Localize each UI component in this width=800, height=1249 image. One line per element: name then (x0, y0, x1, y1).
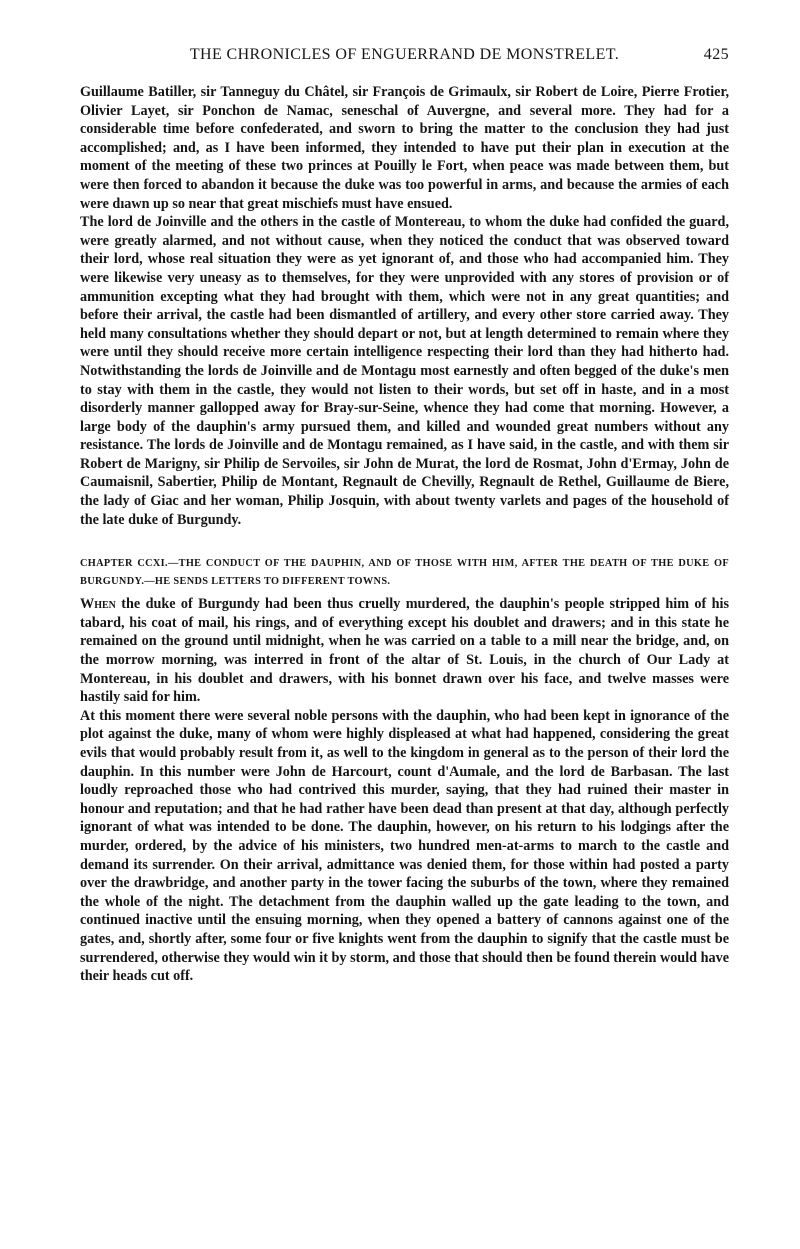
chapter-paragraph: At this moment there were several noble persons with the dauphin, who had been kept in ignorance of the plot against the duke, many of whom were highly displeased at what had happened, considering the great evils that would probably result from it, as well to the kingdom in general as to the person of their lord the dauphin. In this number were John de Harcourt, count d'Aumale, and the lord de Barbasan. The last loudly reproached those who had contrived this murder, saying, that they had ruined their master in honour and reputation; and that he had rather have been dead than present at that day, although perfectly ignorant of what was intended to be done. The dauphin, however, on his return to his lodgings after the murder, ordered, by the advice of his ministers, two hundred men-at-arms to march to the castle and demand its surrender. On their arrival, admittance was denied them, for those within had posted a party over the drawbridge, and another party in the tower facing the suburbs of the town, where they remained the whole of the night. The detachment from the dauphin walled up the gate leading to the town, and continued inactive until the ensuing morning, when they opened a battery of cannons against one of the gates, and, shortly after, some four or five knights went from the dauphin to signify that the castle must be surrendered, otherwise they would win it by storm, and those that should then be found therein would have their heads cut off. (80, 707, 729, 985)
book-page (80, 46, 729, 986)
chapter-body (80, 595, 729, 985)
paragraph: Guillaume Batiller, sir Tanneguy du Châtel, sir François de Grimaulx, sir Robert de Loire, Pierre Frotier, Olivier Layet, sir Ponchon de Namac, seneschal of Auvergne, and several more. They had for a considerable time before confederated, and sworn to bring the matter to the conclusion they had just accomplished; and, as I have been informed, they intended to have put their plan in execution at the moment of the meeting of these two princes at Pouilly le Fort, when peace was made between them, but were then forced to abandon it because the duke was too powerful in arms, and because the armies of each were dıawn up so near that great mischiefs must have ensued. (80, 84, 729, 212)
chapter-paragraph (80, 595, 729, 707)
running-header (80, 46, 729, 70)
page-body (80, 83, 729, 986)
page-number: 425 (703, 46, 729, 63)
chapter-heading: CHAPTER CCXI.—THE CONDUCT OF THE DAUPHIN, AND OF THOSE WITH HIM, AFTER THE DEATH OF THE DUKE OF BURGUNDY.—HE SENDS LETTERS TO DIFFERENT TOWNS. (80, 558, 729, 588)
paragraph: The lord de Joinville and the others in the castle of Montereau, to whom the duke had confided the guard, were greatly alarmed, and not without cause, when they noticed the conduct that was observed toward their lord, whose real situation they were as yet ignorant of, and those who had accompanied him. They were likewise very uneasy as to themselves, for they were unprovided with any stores of provision or of ammunition excepting what they had brought with them, which were not in any great quantities; and before their arrival, the castle had been dismantled of artillery, and every other store carried away. They held many consultations whether they should depart or not, but at length determined to remain where they were until they should receive more certain intelligence respecting their lord than they had hitherto had. Notwithstanding the lords de Joinville and de Montagu most earnestly and often begged of the duke's men to stay with them in the castle, they would not listen to their words, but set off in haste, and in a most disorderly manner gallopped away for Bray-sur-Seine, whence they had come that morning. However, a large body of the dauphin's army pursued them, and killed and wounded great numbers without any resistance. The lords de Joinville and de Montagu remained, as I have said, in the castle, and with them sir Robert de Marigny, sir Philip de Servoiles, sir John de Murat, the lord de Rosmat, John d'Ermay, John de Caumaisnil, Sabertier, Philip de Montant, Regnault de Chevilly, Regnault de Rethel, Guillaume de Biere, the lady of Giac and her woman, Philip Josquin, with about twenty varlets and pages of the household of the late duke of Burgundy. (80, 214, 729, 528)
running-title: THE CHRONICLES OF ENGUERRAND DE MONSTRELET. (189, 46, 620, 63)
chapter-paragraph-text: the duke of Burgundy had been thus cruelly murdered, the dauphin's people stripped him of his tabard, his coat of mail, his rings, and of everything except his doublet and drawers; and in this state he remained on the ground until midnight, when he was carried on a table to a mill near the bridge, and, on the morrow morning, was interred in front of the altar of St. Louis, in the church of Our Lady at Montereau, in his doublet and drawers, with his bonnet drawn over his face, and twelve masses were hastily said for him. (80, 596, 729, 706)
chapter-first-word: When (80, 596, 116, 613)
